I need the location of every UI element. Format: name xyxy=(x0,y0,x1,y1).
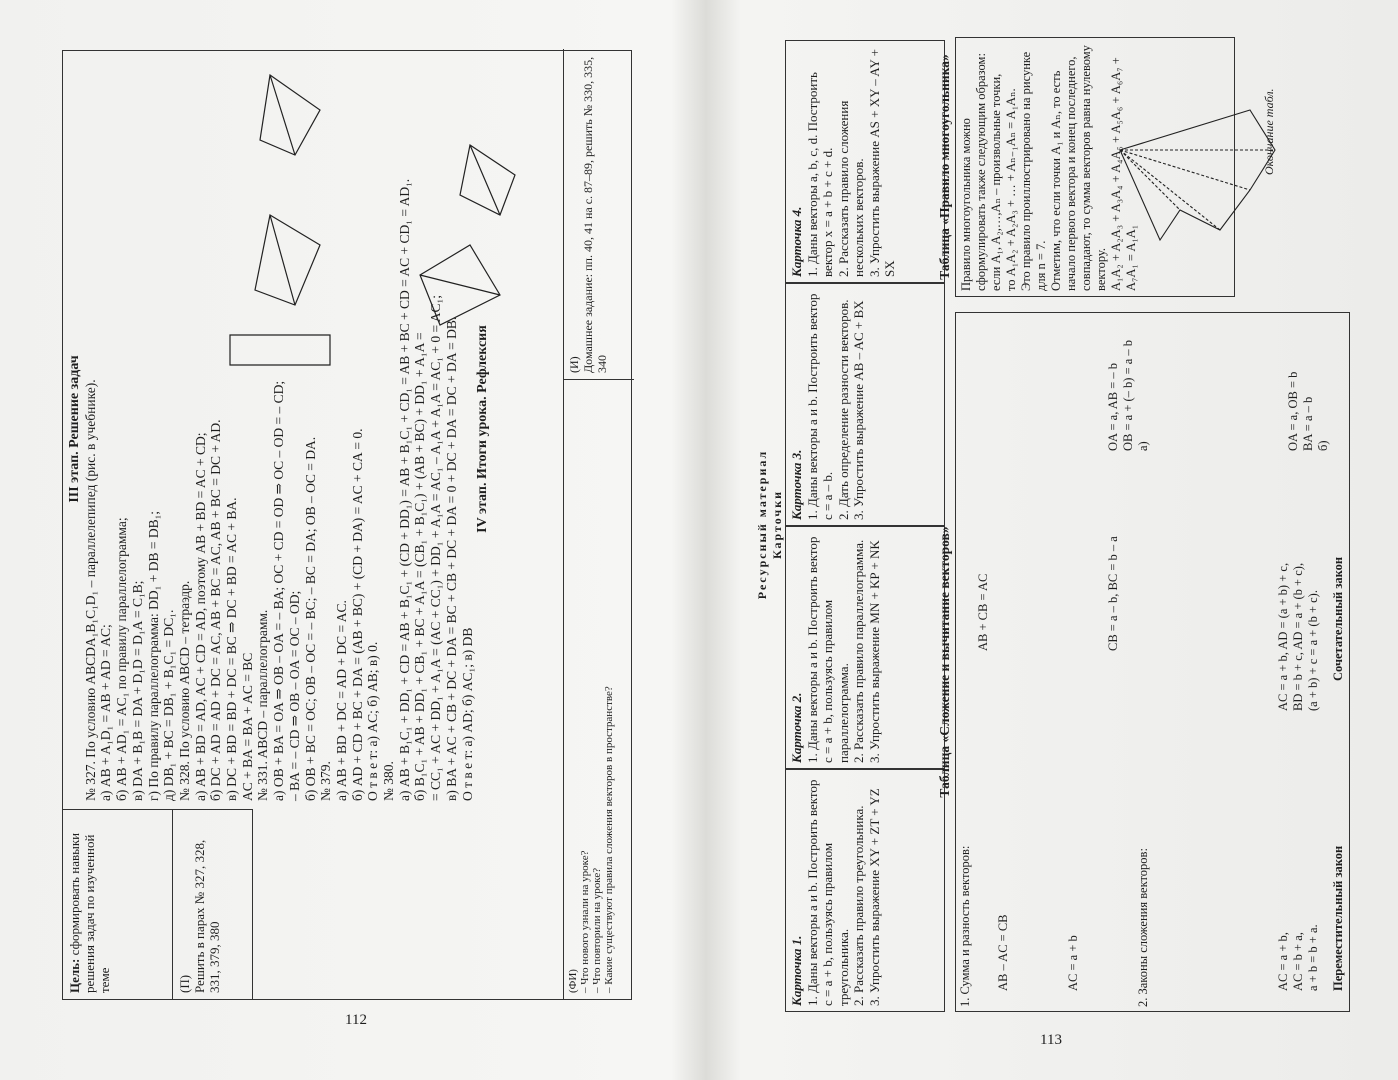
card-line: 3. Упростить выражение AB – AC + BX xyxy=(851,300,866,520)
card-3 xyxy=(785,283,945,526)
t1-formula: AB + CB = AC xyxy=(976,573,990,651)
task-line: в) DA + B₁B = DA + D₁D = D₁A = C₁B; xyxy=(129,580,145,801)
ending-label: Окончание табл. xyxy=(1262,88,1276,175)
card-title: Карточка 3. xyxy=(789,449,804,520)
card-line: 1. Даны векторы a и b. Построить вектор c = a – b. xyxy=(804,293,835,520)
page-number-left: 112 xyxy=(345,1012,367,1028)
task-line: а) AB + B₁C₁ + DD₁ + CD = AB + B₁C₁ + (CD + DD₁) = AB + B₁C₁ + CD₁ = AB + BC + CD = AC + CD₁ = AD₁. xyxy=(396,178,412,801)
t1-diff-label: а) xyxy=(1136,441,1150,451)
goal-cell xyxy=(63,809,173,999)
t1-diff-a xyxy=(1106,340,1151,451)
t1-diff-line: OB = a + (– b) = a – b xyxy=(1121,339,1135,451)
card-title: Карточка 2. xyxy=(789,692,804,763)
card-line: 2. Рассказать правило треугольника. xyxy=(851,805,866,1006)
t1-assoc-line: (a + b) + c = a + (b + c). xyxy=(1306,590,1320,711)
reflection-method: (ФИ) xyxy=(567,969,579,993)
card-line: 3. Упростить выражение MN + KP + NK xyxy=(866,540,882,763)
assignment-cell xyxy=(173,809,253,999)
t1-formula: AB – AC = CB xyxy=(996,914,1010,991)
cards-row xyxy=(785,37,945,1012)
t2-line: Правило многоугольника можно сформулировать также следующим образом: xyxy=(959,53,988,291)
task-line: № 331. ABCD – параллелограмм. xyxy=(255,609,271,801)
goal-text: сформировать навыки решения задач по изученной теме xyxy=(67,832,112,993)
t2-line: A₁A₂ + A₂A₃ + A₃A₄ + A₄A₅ + A₅A₆ + A₆A₇ + A₇A₁ = A₁A₁ xyxy=(1109,57,1138,291)
t1-formula: AC = a + b xyxy=(1066,935,1080,991)
card-line: 2. Рассказать правило параллелограмма. xyxy=(851,539,866,763)
tetrahedron-figure xyxy=(255,215,320,305)
task-line: № 327. По условию ABCDA₁B₁C₁D₁ – параллелепипед (рис. в учебнике). xyxy=(82,379,98,801)
task-line: б) AB + AD₁ = AC₁ по правилу параллелограмма; xyxy=(114,517,130,801)
parallelogram-figure xyxy=(460,145,515,215)
stage4-title: IV этап. Итоги урока. Рефлексия xyxy=(475,325,491,533)
tetrahedron-figure xyxy=(260,75,320,155)
task-line: – BA = – CD ⇒ OB – OA = OC – OD; xyxy=(286,590,302,801)
t2-line: если A₁, A₂,…,Aₙ – произвольные точки, xyxy=(989,73,1003,291)
task-line: б) DC + AD = AD + DC = AC, AB + BC = AC, AB + BC = DC + AD. xyxy=(208,419,224,801)
polygon-rule-figure xyxy=(1100,90,1300,250)
task-line: а) AB + A₁D₁ = AB + AD = AC; xyxy=(98,624,114,801)
task-line: а) AB + BD = AD, AC + CD = AD, поэтому AB + BD = AC + CD; xyxy=(192,432,208,801)
t1-diff-line: OA = a, AB = – b xyxy=(1106,362,1120,451)
law-commutative: Переместительный закон xyxy=(1331,845,1345,991)
task-line: б) OB + BC = OC; OB – OC = – BC; – BC = DA; OB – OC = DA. xyxy=(302,436,318,801)
reflection-question: – Что повторили на уроке? xyxy=(591,867,603,993)
t1-assoc-line: AC = a + b, AD = (a + b) + c, xyxy=(1276,562,1290,711)
goal-label: Цель: xyxy=(67,958,82,993)
t1-comm-line: AC = b + a, xyxy=(1291,932,1305,991)
task-line: О т в е т: а) AC; б) AB; в) 0. xyxy=(365,641,381,801)
task-line: О т в е т: а) AD; б) AC₁; в) DB xyxy=(459,627,475,801)
card-title: Карточка 1. xyxy=(789,935,804,1006)
t2-line: Это правило проиллюстрировано на рисунке для n = 7. xyxy=(1019,51,1048,291)
reflection-cell xyxy=(564,379,634,999)
card-line: 1. Даны векторы a и b. Построить вектор c = a + b, пользуясь правилом параллелограмма. xyxy=(804,536,851,763)
homework-method: (И) xyxy=(567,356,581,373)
t1-diff-line: OA = a, OB = b xyxy=(1286,371,1300,451)
t2-line: то A₁A₂ + A₂A₃ + … + Aₙ₋₁Aₙ = A₁Aₙ. xyxy=(1004,88,1018,291)
task-line: д) DB₁ + BC = DB₁ + B₁C₁ = DC₁. xyxy=(161,609,177,801)
card-2 xyxy=(785,526,945,769)
parallelepiped-figure xyxy=(230,335,330,365)
cards-title: Карточки xyxy=(770,489,784,560)
task-line: AC + BA = BA + AC = BC xyxy=(239,652,255,801)
t1-diff-b xyxy=(1286,372,1331,451)
card-line: 2. Дать определение разности векторов. xyxy=(835,299,851,520)
card-line: 1. Даны векторы a, b, c, d. Построить вектор x = a + b + c + d. xyxy=(804,72,835,277)
task-line: а) OB + BA = OA ⇒ OB – OA = – BA; OC + CD = OD ⇒ OC – OD = – CD; xyxy=(271,380,287,801)
method-label: (П) xyxy=(177,974,192,993)
task-line: = CC₁ + AC + DD₁ + A₁A = (AC + CC₁) + DD₁ + A₁A = AC₁ – A₁A + A₁A = AC₁ + 0 = AC₁; xyxy=(428,295,444,801)
card-line: 3. Упростить выражение AS + XY – AY + SX xyxy=(866,49,897,277)
resource-header xyxy=(755,37,785,1012)
task-line: в) BA + AC + CB + DC + DA = BC + CB + DC + DA = 0 + DC + DA = DC + DA = DB. xyxy=(443,316,459,801)
task-line: б) AD + CD + BC + DA = (AB + BC) + (CD + DA) = AC + CA = 0. xyxy=(349,428,365,801)
t1-diff-line: BA = a – b xyxy=(1301,396,1315,451)
t1-formula: CB = a – b, BC = b – a xyxy=(1106,536,1120,651)
card-title: Карточка 4. xyxy=(789,206,804,277)
homework-text: Домашнее задание: пп. 40, 41 на с. 87–89, решить № 330, 335, 340 xyxy=(581,56,609,373)
tetrahedron-figure xyxy=(420,245,500,325)
t1-comm-line: AC = a + b, xyxy=(1276,932,1290,991)
task-line: № 379. xyxy=(318,761,334,801)
left-diagrams xyxy=(170,45,610,375)
card-line: 3. Упростить выражение XY + ZT + YZ xyxy=(866,788,882,1006)
t1-section-sum: 1. Сумма и разность векторов: xyxy=(958,845,972,1007)
card-line: 2. Рассказать правило сложения нескольких векторов. xyxy=(835,100,866,277)
table1 xyxy=(955,312,1350,1012)
table1-title: Таблица «Сложение и вычитание векторов» xyxy=(937,526,952,798)
card-1 xyxy=(785,769,945,1012)
reflection-question: – Какие существуют правила сложения векторов в пространстве? xyxy=(603,686,615,993)
t1-section-laws: 2. Законы сложения векторов: xyxy=(1136,848,1150,1007)
task-line: а) AB + BD + DC = AD + DC = AC. xyxy=(333,600,349,801)
t1-assoc-line: BD = b + c, AD = a + (b + c), xyxy=(1291,562,1305,711)
task-line: в) DC + BD = BD + DC = BC ⇒ DC + BD = AC + BA. xyxy=(224,497,240,801)
card-4 xyxy=(785,40,945,283)
assignment-text: Решить в парах № 327, 328, 331, 379, 380 xyxy=(192,839,222,993)
t1-diff-label: б) xyxy=(1316,440,1330,451)
stage3-title: III этап. Решение задач xyxy=(67,355,82,503)
t1-assoc xyxy=(1276,563,1321,711)
task-line: № 328. По условию ABCD – тетраэдр. xyxy=(176,580,192,801)
t1-comm xyxy=(1276,924,1321,991)
page-number-right: 113 xyxy=(1040,1032,1062,1048)
law-associative: Сочетательный закон xyxy=(1331,556,1345,681)
table2-title: Таблица «Правило многоугольника» xyxy=(937,54,952,280)
task-line: № 380. xyxy=(381,761,397,801)
card-line: 1. Даны векторы a и b. Построить вектор c = a + b, пользуясь правилом треугольника. xyxy=(804,779,851,1006)
t2-line: Отметим, что если точки A₁ и Aₙ, то есть начало первого вектора и конец последнего, совпадают, то сумма векторов равна нулевому вектору. xyxy=(1049,45,1108,291)
task-line: г) По правилу параллелограмма: DD₁ + DB = DB₁; xyxy=(145,510,161,801)
reflection-question: – Что нового узнали на уроке? xyxy=(579,850,591,993)
task-line: б) B₁C₁ + AB + DD₁ + CB₁ + BC + A₁A = (CB₁ + B₁C₁) + (AB + BC) + DD₁ + A₁A = xyxy=(412,332,428,801)
resource-title: Ресурсный материал xyxy=(755,449,769,600)
t1-comm-line: a + b = b + a. xyxy=(1306,924,1320,991)
